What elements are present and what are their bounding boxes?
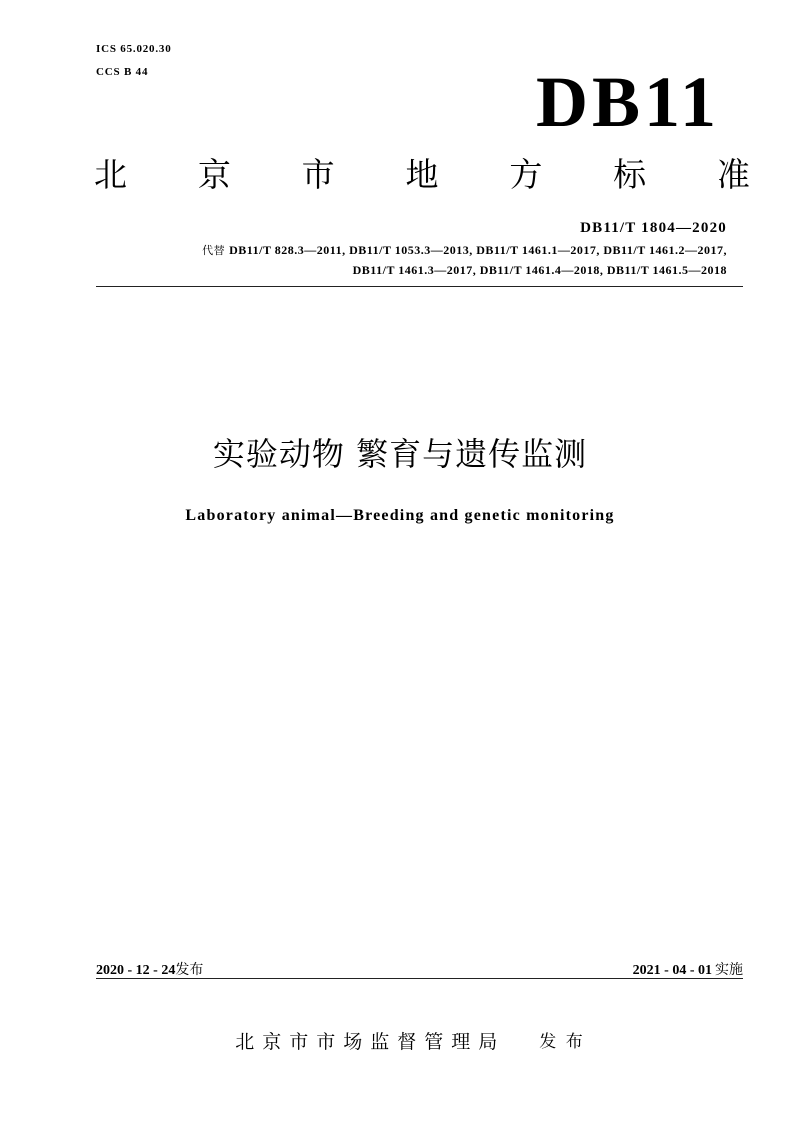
standard-type-char: 市 <box>301 155 335 194</box>
issue-label: 发布 <box>175 962 204 978</box>
implement-date: 2021 - 04 - 01 <box>632 963 712 978</box>
standard-type-char: 准 <box>716 155 750 194</box>
title-chinese: 实验动物 繁育与遗传监测 <box>212 435 588 473</box>
issuer-label: 发 布 <box>539 1032 585 1052</box>
standard-type-char: 北 <box>94 155 127 194</box>
replaces-label: 代替 <box>202 244 226 257</box>
issuer-name: 北京市市场监督管理局 <box>235 1031 506 1053</box>
series-mark: DB11 <box>535 62 720 142</box>
ccs-code: CCS B 44 <box>96 66 149 78</box>
standard-type-heading <box>94 156 750 194</box>
issue-date-block <box>96 960 203 980</box>
title-english: Laboratory animal—Breeding and genetic monitoring <box>185 507 615 524</box>
implement-date-block <box>633 960 743 980</box>
header-divider <box>96 286 743 287</box>
standard-number: DB11/T 1804—2020 <box>580 220 727 236</box>
standard-type-char: 地 <box>405 155 439 194</box>
replaces-list-2: DB11/T 1461.3—2017, DB11/T 1461.4—2018, DB11/T 1461.5—2018 <box>352 263 727 277</box>
standard-type-char: 方 <box>509 155 543 194</box>
replaces-line-1 <box>202 243 727 258</box>
ics-code: ICS 65.020.30 <box>96 43 172 55</box>
replaces-list-1: DB11/T 828.3—2011, DB11/T 1053.3—2013, DB11/T 1461.1—2017, DB11/T 1461.2—2017, <box>229 243 727 257</box>
standard-type-char: 京 <box>197 155 231 194</box>
issue-date: 2020 - 12 - 24 <box>96 963 176 978</box>
replaces-line-2 <box>353 263 727 278</box>
implement-label: 实施 <box>715 962 743 978</box>
issuer-block <box>0 1030 800 1054</box>
footer-divider <box>96 978 743 979</box>
standard-type-char: 标 <box>613 155 647 194</box>
